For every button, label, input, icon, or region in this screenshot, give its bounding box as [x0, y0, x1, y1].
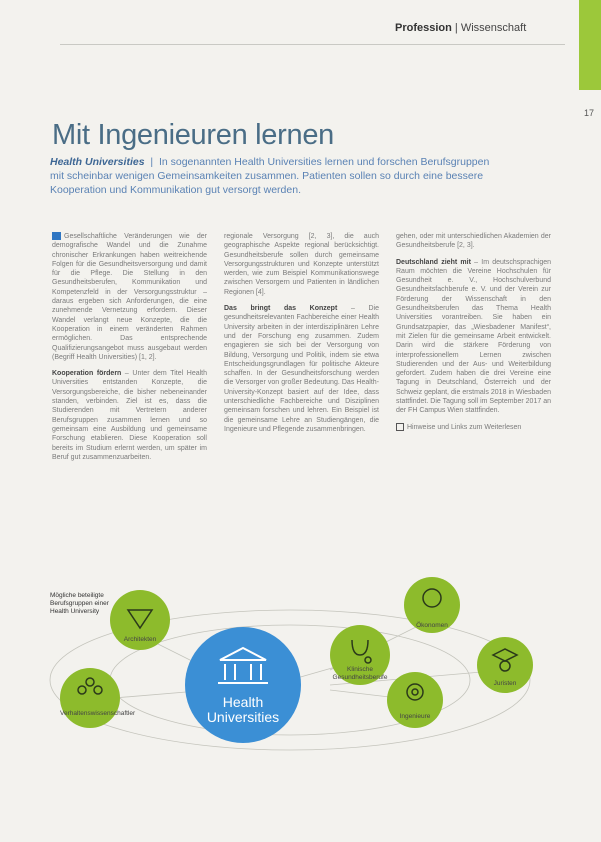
link-icon: [396, 423, 404, 431]
text-column-2: [224, 232, 379, 441]
center-node: [185, 627, 301, 743]
diagram-title: Mögliche beteiligte Berufsgruppen einer Health University: [50, 592, 109, 615]
article-lead: Health Universities | In sogenannten Health Universities lernen und forschen Berufsgruppen mit scheinbar wenigen Gemeinsamkeiten zusammen. Patienten sollen so durch eine bessere Kooperation und Kommunikation gut versorgt werden.: [50, 156, 490, 196]
professions-diagram: [30, 560, 575, 760]
section-header: [395, 22, 526, 34]
node-label-oekonomen: Ökonomen: [416, 622, 448, 629]
subheading: Das bringt das Konzept: [224, 305, 338, 313]
paragraph: gehen, oder mit unterschiedlichen Akademien der Gesundheitsberufe [2, 3].: [396, 233, 551, 250]
paragraph: Gesellschaftliche Veränderungen wie der demografische Wandel und die Zunahme chronischer Erkrankungen haben weitreichende Folgen für die Gesundheitsversorgung und damit für die Pflege. Die Stellung in den Gesundheitsberufen, Kommunikation und Kompetenzfeld in der Versorgungsstruktur – daraus ergeben sich Anforderungen, die eine zunehmende Vernetzung erfordern. Dieser Wandel verlangt neue Konzepte, die die Kooperation in einem veränderten Rahmen ermöglichen. Das entsprechende Qualifizierungsangebot muss ausgebaut werden (Begriff Health Universities) [1, 2].: [52, 233, 207, 361]
paragraph: Kooperation fördern – Unter dem Titel Health Universities entstanden Konzepte, die Versorgungsbereiche, die bisher nebeneinander standen, verbinden. Ziel ist es, dass die Studierenden mit Vertretern anderer Berufsgruppen zusammen lernen und so gemeinsam eine Ausbildung und gemeinsame Forschung etablieren. Diese Kooperation soll bereits im Studium erlernt werden, um später im Beruf gut zusammenzuarbeiten.: [52, 370, 207, 461]
header-separator: |: [454, 22, 458, 34]
subsection-label: Wissenschaft: [460, 22, 527, 34]
subheading: Kooperation fördern: [52, 370, 122, 378]
paragraph: Deutschland zieht mit – Im deutschsprachigen Raum möchten die Vereine Hochschulen für Gesundheit e. V., Hochschulverbund Gesundheitsfachberufe e. V. und der Verein zur Förderung der Wissenschaft in den Gesundheitsberufen das Thema Health Universities vorantreiben. Sie haben ein Grundsatzpapier, das „Wiesbadener Manifest“, mit Zielen für die gemeinsame Arbeit entwickelt. Darin wird die stärkere Förderung von interprofessionellem Lernen zwischen Studierenden und der Aus- und Weiterbildung gefordert. Zudem haben die drei Vereine eine Tagung in Deutschland, Österreich und der Schweiz geplant, die erstmals 2018 in Wiesbaden stattfindet. Die Tagung soll im September 2017 an der FH Campus Wien stattfinden.: [396, 258, 552, 415]
node-label-juristen: Juristen: [493, 680, 517, 687]
subheading: Deutschland zieht mit: [396, 258, 471, 266]
article-title: Mit Ingenieuren lernen: [52, 119, 334, 152]
lead-head: Health Universities: [50, 156, 145, 168]
node-label-architekten: Architekten: [123, 636, 157, 643]
section-color-strip: [579, 0, 601, 90]
text-column-1: [52, 232, 207, 469]
section-label: Profession: [395, 22, 452, 34]
further-reading-link[interactable]: Hinweise und Links zum Weiterlesen: [396, 423, 551, 432]
header-rule: [60, 44, 565, 45]
node-label-klinische: Klinische Gesundheitsberufe: [332, 666, 388, 681]
text-column-3: [396, 232, 551, 439]
node-verhalten: [60, 668, 136, 728]
node-label-verhalten: Verhaltenswissenschaftler: [60, 710, 136, 717]
diagram-graphic: [30, 560, 575, 760]
paragraph: regionale Versorgung [2, 3], die auch geographische Aspekte regional berücksichtigt. Gesundheitsberufe sollen durch gemeinsame Versorgungsstrukturen und Konzepte unterstützt werden, wie zum Beispiel Kommunikationswege zwischen Versorgern und Patienten in ländlichen Regionen [4].: [224, 233, 379, 296]
page-number: 17: [584, 108, 595, 118]
node-label-ingenieure: Ingenieure: [399, 713, 431, 720]
lead-text: In sogenannten Health Universities lernen und forschen Berufsgruppen mit scheinbar wenigen Gemeinsamkeiten zusammen. Patienten sollen so durch eine bessere Kooperation und Kommunikation gut versorgt werden.: [50, 156, 490, 196]
paragraph: Das bringt das Konzept – Die gesundheitsrelevanten Fachbereiche einer Health University arbeiten in der interdisziplinären Lehre und der Forschung eng zusammen. Zudem engagieren sie sich bei der Versorgung von Bildung, Versorgung und Politik, indem sie etwa Entscheidungsgrundlagen für politische Akteure schaffen. In der Gesundheitsforschung werden die Versorger von großer Bedeutung. Das Health-University-Konzept basiert auf der Idee, dass unterschiedliche Fachbereiche und Disziplinen gemeinsam forschen und lehren. Ein Beispiel ist die gemeinsame Lehre an Studiengängen, die Ingenieure und Pflegende zusammenbringen.: [224, 305, 379, 433]
article-start-icon: [52, 232, 61, 240]
center-label: Health Universities: [206, 694, 280, 725]
